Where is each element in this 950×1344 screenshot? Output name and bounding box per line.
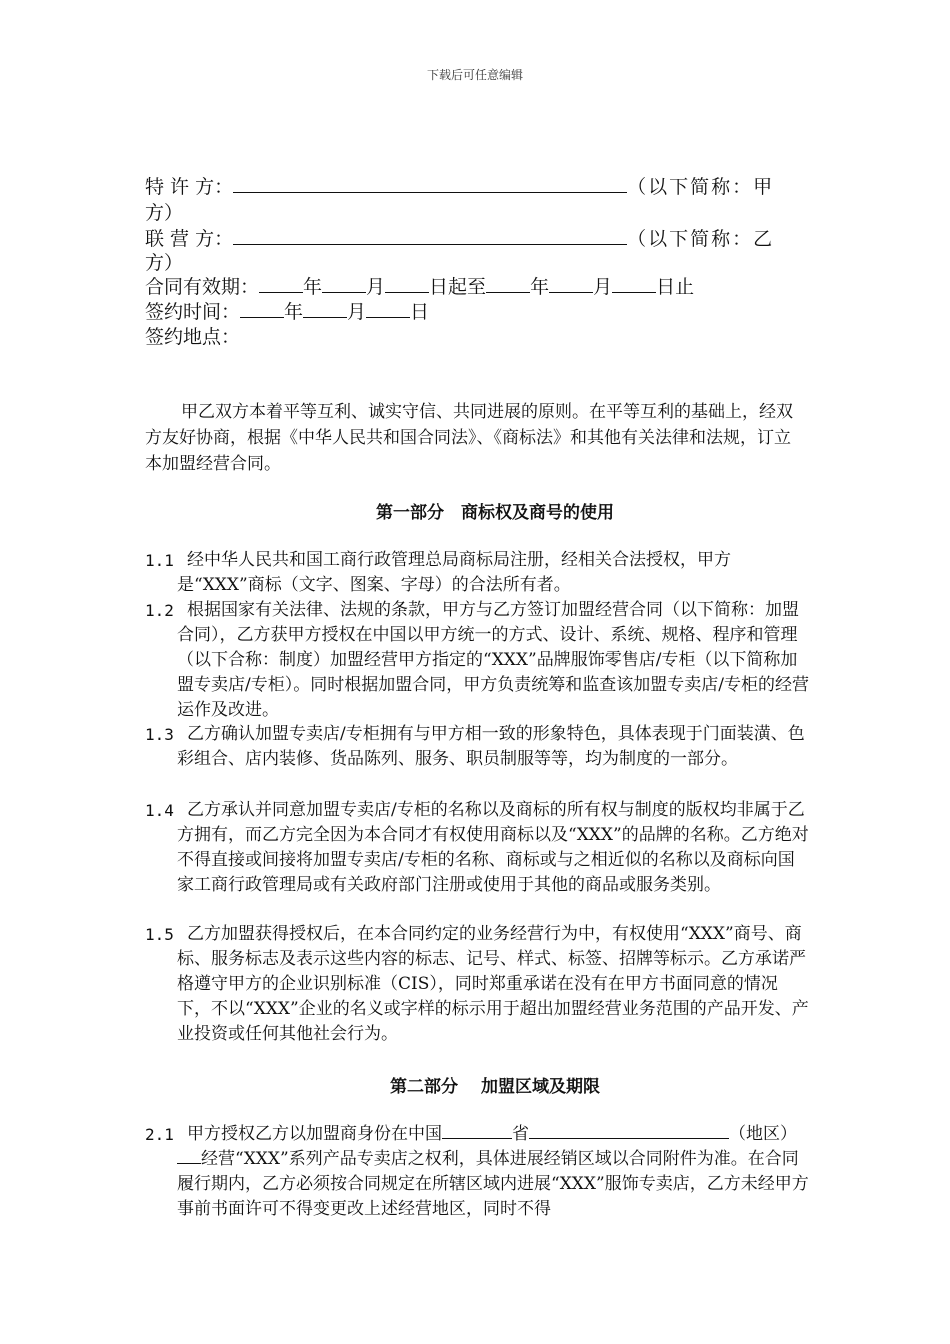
blank bbox=[486, 274, 530, 293]
franchisor-suffix: （以下简称：甲 bbox=[627, 176, 775, 198]
day-text: 日 bbox=[410, 301, 430, 323]
part1-title: 第一部分 商标权及商号的使用 bbox=[376, 503, 614, 523]
clause-1-2 bbox=[145, 598, 810, 723]
validity-label: 合同有效期： bbox=[145, 276, 260, 298]
clause-text-b: 省 bbox=[512, 1124, 529, 1144]
clause-text bbox=[145, 1122, 810, 1222]
sign-place-label: 签约地点： bbox=[145, 326, 241, 348]
franchisee-blank bbox=[233, 226, 627, 245]
franchisor-line bbox=[145, 174, 774, 200]
clause-1-3 bbox=[145, 722, 810, 772]
district-blank bbox=[177, 1147, 201, 1164]
day-until-text: 日止 bbox=[656, 276, 695, 298]
clause-1-5 bbox=[145, 922, 810, 1047]
year-text: 年 bbox=[530, 276, 550, 298]
clause-text: 根据国家有关法律、法规的条款，甲方与乙方签订加盟经营合同（以下简称：加盟合同），乙方获甲方授权在中国以甲方统一的方式、设计、系统、规格、程序和管理（以下合称：制度）加盟经营甲方指定的“XXX”品牌服饰零售店/专柜（以下简称加盟专卖店/专柜）。同时根据加盟合同，甲方负责统筹和监查该加盟专卖店/专柜的经营运作及改进。 bbox=[177, 600, 809, 720]
clause-1-1 bbox=[145, 548, 810, 598]
validity-line bbox=[145, 274, 694, 300]
clause-number: 2.1 bbox=[145, 1125, 174, 1144]
sign-time-label: 签约时间： bbox=[145, 301, 241, 323]
clause-number: 1.1 bbox=[145, 551, 174, 570]
franchisor-suffix2: 方） bbox=[145, 202, 184, 224]
blank bbox=[303, 299, 347, 318]
header-note: 下载后可任意编辑 bbox=[426, 68, 523, 82]
clause-text-a: 甲方授权乙方以加盟商身份在中国 bbox=[187, 1124, 442, 1144]
franchisor-label: 特 许 方： bbox=[145, 176, 234, 198]
blank bbox=[322, 274, 366, 293]
region-blank bbox=[529, 1122, 729, 1139]
clause-number: 1.4 bbox=[145, 801, 174, 820]
year-text: 年 bbox=[284, 301, 304, 323]
clause-number: 1.5 bbox=[145, 925, 174, 944]
franchisee-label: 联 营 方： bbox=[145, 228, 234, 250]
blank bbox=[612, 274, 656, 293]
clause-text: 乙方确认加盟专卖店/专柜拥有与甲方相一致的形象特色，具体表现于门面装潢、色彩组合、店内装修、货品陈列、服务、职员制服等等，均为制度的一部分。 bbox=[177, 724, 805, 769]
year-text: 年 bbox=[303, 276, 323, 298]
month-text: 月 bbox=[366, 276, 386, 298]
franchisee-suffix2: 方） bbox=[145, 252, 184, 274]
franchisee-suffix: （以下简称：乙 bbox=[627, 228, 775, 250]
clause-text-rest: 经营“XXX”系列产品专卖店之权利，具体进展经销区域以合同附件为准。在合同履行期内，乙方必须按合同规定在所辖区域内进展“XXX”服饰专卖店，乙方未经甲方事前书面许可不得变更改上述经营地区，同时不得 bbox=[177, 1149, 809, 1219]
clause-text-c: （地 bbox=[729, 1124, 763, 1144]
blank bbox=[240, 299, 284, 318]
clause-number: 1.3 bbox=[145, 725, 174, 744]
month-text: 月 bbox=[347, 301, 367, 323]
clause-text-d: 区） bbox=[763, 1124, 797, 1144]
clause-text: 乙方承认并同意加盟专卖店/专柜的名称以及商标的所有权与制度的版权均非属于乙方拥有，而乙方完全因为本合同才有权使用商标以及“XXX”的品牌的名称。乙方绝对不得直接或间接将加盟专卖店/专柜的名称、商标或与之相近似的名称以及商标向国家工商行政管理局或有关政府部门注册或使用于其他的商品或服务类别。 bbox=[177, 800, 809, 895]
month-text: 月 bbox=[593, 276, 613, 298]
clause-2-1 bbox=[145, 1122, 810, 1222]
clause-text: 经中华人民共和国工商行政管理总局商标局注册，经相关合法授权，甲方是“XXX”商标（文字、图案、字母）的合法所有者。 bbox=[177, 550, 731, 595]
blank bbox=[259, 274, 303, 293]
clause-number: 1.2 bbox=[145, 601, 174, 620]
clause-text: 乙方加盟获得授权后，在本合同约定的业务经营行为中，有权使用“XXX”商号、商标、服务标志及表示这些内容的标志、记号、样式、标签、招牌等标示。乙方承诺严格遵守甲方的企业识别标准（CIS），同时郑重承诺在没有在甲方书面同意的情况下，不以“XXX”企业的名义或字样的标示用于超出加盟经营业务范围的产品开发、产业投资或任何其他社会行为。 bbox=[177, 924, 809, 1044]
intro-paragraph bbox=[145, 399, 805, 477]
province-blank bbox=[442, 1122, 512, 1139]
day-from-text: 日起至 bbox=[429, 276, 487, 298]
clause-1-4 bbox=[145, 798, 810, 898]
blank bbox=[385, 274, 429, 293]
franchisor-blank bbox=[233, 174, 627, 193]
part2-title: 第二部分 加盟区域及期限 bbox=[390, 1077, 600, 1097]
blank bbox=[549, 274, 593, 293]
intro-text: 甲乙双方本着平等互利、诚实守信、共同进展的原则。在平等互利的基础上，经双方友好协商，根据《中华人民共和国合同法》、《商标法》和其他有关法律和法规，订立本加盟经营合同。 bbox=[145, 402, 793, 474]
blank bbox=[366, 299, 410, 318]
franchisee-line bbox=[145, 226, 774, 252]
sign-time-line bbox=[145, 299, 429, 325]
